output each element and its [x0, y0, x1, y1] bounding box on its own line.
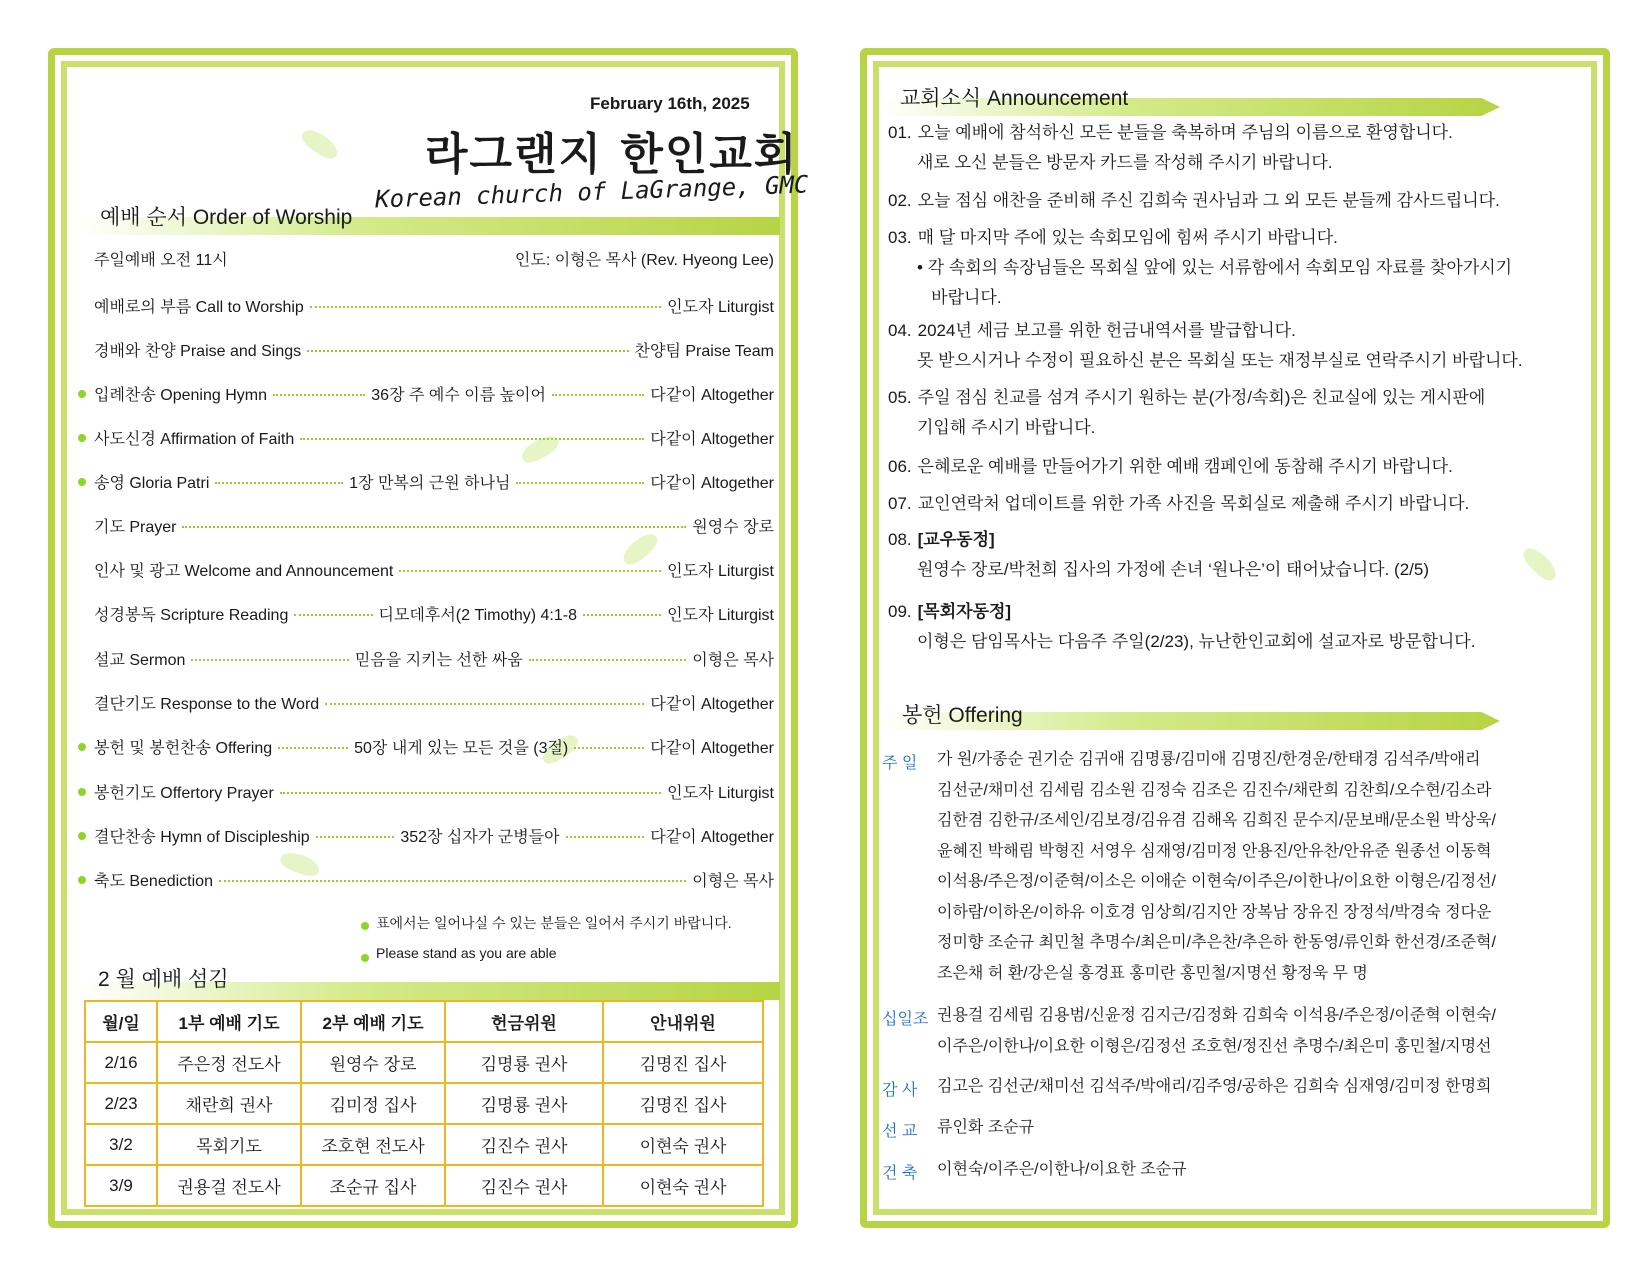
worship-item-detail: 352장 십자가 군병들아	[400, 828, 560, 846]
worship-item-leader: 인도자 Liturgist	[667, 784, 774, 802]
worship-item	[94, 734, 774, 758]
offering-name-line: 이하람/이하온/이하유 이호경 임상희/김지안 장복남 장유진 장정석/박경숙 정다운	[937, 903, 1492, 921]
worship-item-leader: 이형은 목사	[692, 651, 774, 669]
announcement-number: 09.	[888, 602, 912, 621]
announcement-item	[888, 489, 1588, 519]
dotted-leader	[280, 792, 661, 794]
announcement-item	[888, 597, 1588, 657]
table-cell: 3/2	[85, 1124, 157, 1165]
offering-names	[937, 1001, 1597, 1062]
announcement-item	[888, 383, 1588, 443]
worship-item-label: 예배로의 부름 Call to Worship	[94, 298, 304, 316]
dotted-leader	[307, 350, 628, 352]
column-header: 2부 예배 기도	[301, 1001, 445, 1042]
worship-item-label: 결단기도 Response to the Word	[94, 695, 320, 713]
offering-title: 봉헌 Offering	[902, 704, 1023, 727]
offering-names	[937, 1155, 1597, 1186]
column-header: 헌금위원	[445, 1001, 603, 1042]
service-roster-table	[84, 1000, 764, 1207]
stand-note-korean: 표에서는 일어나실 수 있는 분들은 일어서 주시기 바랍니다.	[376, 915, 732, 931]
dotted-leader	[566, 836, 645, 838]
worship-item-label: 결단찬송 Hymn of Discipleship	[94, 828, 310, 846]
table-cell: 김미정 집사	[301, 1083, 445, 1124]
table-cell: 원영수 장로	[301, 1042, 445, 1083]
roster-body	[85, 1042, 763, 1206]
church-name-english: Korean church of LaGrange, GMC	[374, 170, 809, 214]
worship-item	[94, 601, 774, 625]
announcement-text: [교우동정]	[917, 530, 995, 549]
service-leader: 인도: 이형은 목사 (Rev. Hyeong Lee)	[514, 251, 774, 269]
stand-bullet	[78, 478, 86, 486]
table-cell: 2/23	[85, 1083, 157, 1124]
announcement-detail: 원영수 장로/박천희 집사의 가정에 손녀 ‘원나은’이 태어났습니다. (2/5)	[917, 560, 1429, 579]
column-header: 1부 예배 기도	[157, 1001, 301, 1042]
worship-item-label: 기도 Prayer	[94, 518, 177, 536]
worship-item-leader: 다같이 Altogether	[650, 386, 775, 404]
worship-item-leader: 찬양팀 Praise Team	[634, 342, 774, 360]
worship-item-detail: 36장 주 예수 이름 높이어	[371, 386, 546, 404]
offering-name-line: 정미향 조순규 최민철 추명수/최은미/추은찬/추은하 한동영/류인화 한선경/조준혁/	[937, 934, 1496, 951]
dotted-leader	[516, 482, 644, 484]
table-row	[85, 1165, 763, 1206]
dotted-leader	[300, 438, 644, 440]
table-cell: 2/16	[85, 1042, 157, 1083]
worship-item-leader: 인도자 Liturgist	[667, 298, 774, 316]
offering-names	[937, 1113, 1597, 1144]
table-cell: 권용걸 전도사	[157, 1165, 301, 1206]
worship-item	[94, 823, 774, 847]
announcement-detail: 못 받으시거나 수정이 필요하신 분은 목회실 또는 재정부실로 연락주시기 바랍니다.	[917, 351, 1523, 370]
dotted-leader	[574, 747, 644, 749]
table-row	[85, 1042, 763, 1083]
announcement-text: 주일 점심 친교를 섬겨 주시기 원하는 분(가정/속회)은 친교실에 있는 게시판에	[917, 388, 1486, 407]
service-info-row	[94, 246, 774, 270]
column-header: 월/일	[85, 1001, 157, 1042]
offering-name-line: 류인화 조순규	[937, 1119, 1035, 1136]
table-cell: 김명진 집사	[603, 1042, 763, 1083]
offering-name-line: 가 원/가종순 권기순 김귀애 김명룡/김미애 김명진/한경운/한태경 김석주/박애리	[937, 751, 1481, 768]
worship-item	[94, 513, 774, 537]
table-cell: 김진수 권사	[445, 1124, 603, 1165]
worship-item-label: 송영 Gloria Patri	[94, 474, 210, 492]
announcement-detail: • 각 속회의 속장님들은 목회실 앞에 있는 서류함에서 속회모임 자료를 찾아가시기	[917, 258, 1513, 277]
announcement-detail: 기입해 주시기 바랍니다.	[917, 418, 1096, 437]
dotted-leader	[325, 703, 644, 705]
worship-item-label: 설교 Sermon	[94, 651, 186, 669]
worship-item-detail: 50장 내게 있는 모든 것을 (3절)	[354, 739, 569, 757]
table-row	[85, 1083, 763, 1124]
announcement-item	[888, 118, 1588, 178]
stand-bullet	[78, 434, 86, 442]
announcement-item	[888, 525, 1588, 585]
worship-item-detail: 1장 만복의 근원 하나님	[349, 474, 511, 492]
announcement-number: 07.	[888, 494, 912, 513]
announcement-number: 03.	[888, 228, 912, 247]
announcement-number: 08.	[888, 530, 912, 549]
announcement-text: 오늘 예배에 참석하신 모든 분들을 축복하며 주님의 이름으로 환영합니다.	[917, 123, 1453, 142]
worship-item-detail: 디모데후서(2 Timothy) 4:1-8	[378, 606, 577, 624]
stand-bullet	[361, 954, 369, 962]
roster-title: 2 월 예배 섬김	[98, 968, 229, 991]
offering-name-line: 이석용/주은정/이준혁/이소은 이애순 이현숙/이주은/이한나/이요한 이형은/김정선/	[937, 873, 1496, 890]
worship-item-label: 입례찬송 Opening Hymn	[94, 386, 267, 404]
worship-item-label: 봉헌 및 봉헌찬송 Offering	[94, 739, 273, 757]
table-row	[85, 1124, 763, 1165]
column-header: 안내위원	[603, 1001, 763, 1042]
announcement-detail: 바랍니다.	[917, 288, 1002, 307]
table-cell: 3/9	[85, 1165, 157, 1206]
dotted-leader	[310, 306, 661, 308]
worship-item-leader: 원영수 장로	[692, 518, 774, 536]
service-time: 주일예배 오전 11시	[94, 251, 228, 269]
worship-item-label: 성경봉독 Scripture Reading	[94, 606, 289, 624]
offering-names	[937, 1072, 1597, 1103]
stand-note-english: Please stand as you are able	[376, 945, 557, 961]
offering-name-line: 조은채 허 환/강은실 홍경표 홍미란 홍민철/지명선 황정욱 무 명	[937, 964, 1368, 982]
worship-item	[94, 337, 774, 361]
announcement-number: 05.	[888, 388, 912, 407]
announcement-item	[888, 186, 1588, 216]
worship-item-leader: 인도자 Liturgist	[667, 562, 774, 580]
offering-name-line: 윤혜진 박해림 박형진 서영우 심재영/김미정 안용진/안유찬/안유준 원종선 이동혁	[937, 842, 1492, 860]
dotted-leader	[215, 482, 343, 484]
worship-item	[94, 293, 774, 317]
dotted-leader	[278, 747, 348, 749]
worship-item-detail: 믿음을 지키는 선한 싸움	[354, 651, 523, 669]
dotted-leader	[182, 526, 686, 528]
worship-item-label: 경배와 찬양 Praise and Sings	[94, 342, 302, 360]
announcement-item	[888, 316, 1588, 376]
bulletin-date: February 16th, 2025	[590, 94, 750, 113]
offering-name-line: 김고은 김선군/채미선 김석주/박애리/김주영/공하은 김희숙 심재영/김미정 한명희	[937, 1078, 1492, 1095]
announcement-text: 2024년 세금 보고를 위한 헌금내역서를 발급합니다.	[917, 321, 1296, 340]
announcement-text: 교인연락처 업데이트를 위한 가족 사진을 목회실로 제출해 주시기 바랍니다.	[917, 494, 1470, 513]
table-cell: 김명룡 권사	[445, 1042, 603, 1083]
worship-item-label: 인사 및 광고 Welcome and Announcement	[94, 562, 394, 580]
announcement-text: 매 달 마지막 주에 있는 속회모임에 힘써 주시기 바랍니다.	[917, 228, 1338, 247]
worship-item-label: 사도신경 Affirmation of Faith	[94, 430, 295, 448]
table-cell: 김진수 권사	[445, 1165, 603, 1206]
table-cell: 주은정 전도사	[157, 1042, 301, 1083]
worship-item	[94, 690, 774, 714]
stand-bullet	[78, 390, 86, 398]
offering-category-label: 선 교	[882, 1123, 918, 1140]
stand-bullet	[78, 832, 86, 840]
worship-item	[94, 557, 774, 581]
announcement-text: 오늘 점심 애찬을 준비해 주신 김희숙 권사님과 그 외 모든 분들께 감사드립니다.	[917, 191, 1500, 210]
offering-category-label: 건 축	[882, 1165, 918, 1182]
offering-category-label: 십일조	[882, 1011, 929, 1028]
table-cell: 김명룡 권사	[445, 1083, 603, 1124]
announcement-number: 02.	[888, 191, 912, 210]
offering-name-line: 김선군/채미선 김세림 김소원 김정숙 김조은 김진수/채란희 김찬희/오수현/김소라	[937, 781, 1492, 799]
offering-category-label: 주 일	[882, 755, 918, 772]
worship-item-leader: 다같이 Altogether	[650, 739, 774, 757]
worship-item-label: 축도 Benediction	[94, 872, 213, 890]
dotted-leader	[316, 836, 395, 838]
worship-item	[94, 779, 774, 803]
table-cell: 김명진 집사	[603, 1083, 763, 1124]
church-name-korean: 라그랜지 한인교회	[425, 129, 799, 180]
dotted-leader	[552, 394, 644, 396]
worship-item-leader: 다같이 Altogether	[650, 695, 774, 713]
dotted-leader	[529, 659, 686, 661]
table-cell: 조순규 집사	[301, 1165, 445, 1206]
announcement-title: 교회소식 Announcement	[900, 87, 1129, 110]
dotted-leader	[399, 570, 661, 572]
announcement-number: 06.	[888, 457, 912, 476]
announcement-text: [목회자동정]	[917, 602, 1012, 621]
table-cell: 목회기도	[157, 1124, 301, 1165]
dotted-leader	[294, 614, 372, 616]
worship-item-label: 봉헌기도 Offertory Prayer	[94, 784, 274, 802]
dotted-leader	[583, 614, 661, 616]
worship-item	[94, 381, 774, 405]
worship-item	[94, 867, 774, 891]
offering-name-line: 이주은/이한나/이요한 이형은/김정선 조호현/정진선 추명수/최은미 홍민철/지명선	[937, 1037, 1492, 1055]
table-cell: 이현숙 권사	[603, 1124, 763, 1165]
worship-item-leader: 인도자 Liturgist	[667, 606, 774, 624]
offering-name-line: 김한겸 김한규/조세인/김보경/김유겸 김해옥 김희진 문수지/문보배/문소원 박상욱/	[937, 812, 1496, 829]
table-cell: 조호현 전도사	[301, 1124, 445, 1165]
announcement-item	[888, 223, 1588, 313]
worship-item	[94, 646, 774, 670]
worship-item	[94, 425, 774, 449]
stand-bullet	[78, 876, 86, 884]
announcement-number: 01.	[888, 123, 912, 142]
offering-names	[937, 745, 1597, 989]
stand-bullet	[361, 922, 369, 930]
announcement-detail: 이형은 담임목사는 다음주 주일(2/23), 뉴난한인교회에 설교자로 방문합니다.	[917, 632, 1476, 651]
offering-name-line: 이현숙/이주은/이한나/이요한 조순규	[937, 1161, 1187, 1178]
worship-item-leader: 다같이 Altogether	[650, 430, 774, 448]
dotted-leader	[219, 880, 686, 882]
dotted-leader	[273, 394, 365, 396]
stand-bullet	[78, 743, 86, 751]
worship-item-leader: 다같이 Altogether	[650, 474, 774, 492]
dotted-leader	[191, 659, 348, 661]
stand-bullet	[78, 788, 86, 796]
announcement-detail: 새로 오신 분들은 방문자 카드를 작성해 주시기 바랍니다.	[917, 153, 1333, 172]
worship-item-leader: 다같이 Altogether	[650, 828, 774, 846]
announcement-item	[888, 452, 1588, 482]
announcement-text: 은혜로운 예배를 만들어가기 위한 예배 캠페인에 동참해 주시기 바랍니다.	[917, 457, 1453, 476]
worship-order-title: 예배 순서 Order of Worship	[100, 206, 353, 229]
table-header-row	[85, 1001, 763, 1042]
worship-item-leader: 이형은 목사	[692, 872, 774, 890]
offering-category-label: 감 사	[882, 1082, 918, 1099]
worship-item	[94, 469, 774, 493]
table-cell: 이현숙 권사	[603, 1165, 763, 1206]
announcement-number: 04.	[888, 321, 912, 340]
offering-name-line: 권용걸 김세림 김용범/신윤정 김지근/김정화 김희숙 이석용/주은정/이준혁 이현숙/	[937, 1007, 1496, 1024]
table-cell: 채란희 권사	[157, 1083, 301, 1124]
